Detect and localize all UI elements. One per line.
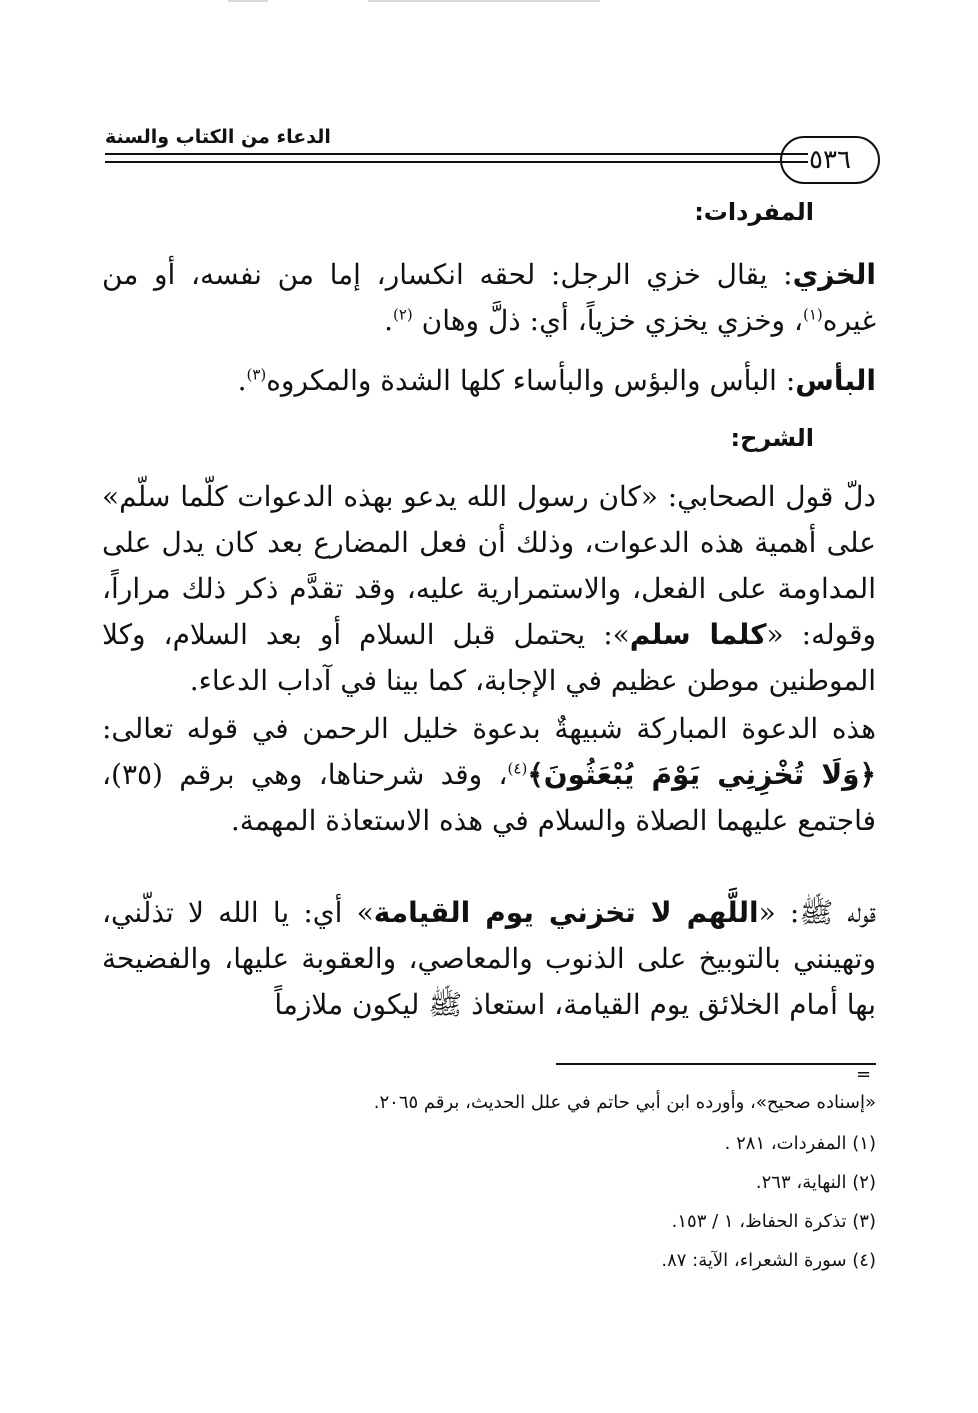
- sharh-1-text-a: دلّ قول الصحابي: «كان رسول الله يدعو بهذه الدعوات كلّما سلّم» على أهمية هذه الدعوات، وذلك أن فعل المضارع بعد كان يدل على المداومة على الفعل، والاستمرارية عليه، وقد تقدَّم ذكر ذلك مراراً، وقوله: «: [102, 480, 876, 651]
- footnote-ref-4: (٤): [507, 759, 528, 778]
- bas-text: : البأس والبؤس والبأساء كلها الشدة والمكروه: [266, 364, 796, 397]
- scan-edge-line: [228, 0, 268, 2]
- sharh-3-text-b: » أي: يا الله لا تذلّني، وتهينني بالتوبيخ على الذنوب والمعاصي، والعقوبة عليها، والفضيحة بها أمام الخلائق يوم القيامة، استعاذ ﷺ ليكون ملازماً: [102, 896, 876, 1021]
- term-bas: البأس: [795, 364, 876, 397]
- section-heading-mufradat: المفردات:: [694, 198, 814, 226]
- khizy-text-1: : يقال خزي الرجل: لحقه انكسار، إما من نفسه، أو من غيره: [102, 258, 876, 337]
- quran-verse: ﴿وَلَا تُخْزِنِي يَوْمَ يُبْعَثُونَ﴾: [527, 758, 876, 791]
- continuation-mark: =: [856, 1064, 872, 1085]
- sharh-2-text-b: ، وقد شرحناها، وهي برقم (٣٥)، فاجتمع عليهما الصلاة والسلام في هذه الاستعاذة المهمة.: [102, 758, 876, 837]
- bas-end: .: [237, 364, 247, 397]
- running-title: الدعاء من الكتاب والسنة: [105, 126, 331, 148]
- khizy-text-2: ، وخزي يخزي خزياً، أي: ذلَّ وهان: [412, 304, 803, 337]
- paragraph-sharh-3: [102, 890, 876, 1028]
- sharh-2-text-a: هذه الدعوة المباركة شبيهةٌ بدعوة خليل الرحمن في قوله تعالى:: [102, 712, 876, 745]
- section-heading-sharh: الشرح:: [730, 424, 814, 452]
- term-khizy: الخزي: [792, 258, 876, 291]
- footnote-separator: [556, 1063, 876, 1065]
- paragraph-khizy: [102, 252, 876, 344]
- footnote-4: (٤) سورة الشعراء، الآية: ٨٧.: [661, 1250, 876, 1271]
- paragraph-sharh-2: [102, 706, 876, 844]
- footnote-ref-1: (١): [803, 305, 823, 324]
- footnote-continuation: «إسناده صحيح»، وأورده ابن أبي حاتم في علل الحديث، برقم ٢٠٦٥.: [373, 1092, 876, 1113]
- sharh-3-text-a: قوله ﷺ: «: [758, 896, 876, 929]
- footnote-1: (١) المفردات، ٢٨١ .: [724, 1133, 876, 1154]
- page-number: ٥٣٦: [780, 136, 880, 184]
- footnote-2: (٢) النهاية، ٢٦٣.: [755, 1172, 876, 1193]
- sharh-1-quote: كلما سلم: [629, 618, 767, 651]
- footnote-ref-2: (٢): [393, 305, 413, 324]
- header-rule: [105, 153, 808, 163]
- footnote-ref-3: (٣): [246, 365, 267, 384]
- hadith-quote: اللَّهم لا تخزني يوم القيامة: [373, 896, 759, 929]
- footnote-3: (٣) تذكرة الحفاظ، ١ / ١٥٣.: [671, 1211, 876, 1232]
- sharh-1-text-b: »: يحتمل قبل السلام أو بعد السلام، وكلا الموطنين موطن عظيم في الإجابة، كما بينا في آداب الدعاء.: [102, 618, 876, 697]
- scan-edge-line: [368, 0, 600, 2]
- paragraph-bas: [102, 358, 876, 404]
- paragraph-sharh-1: [102, 474, 876, 704]
- khizy-text-3: .: [384, 304, 393, 337]
